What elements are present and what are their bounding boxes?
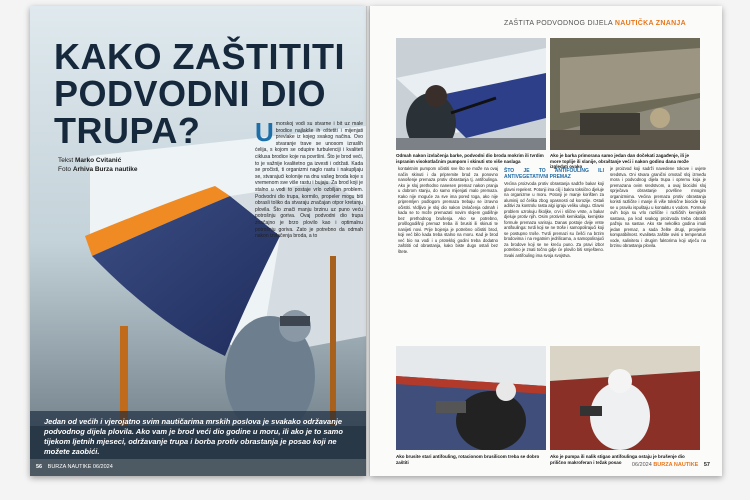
- photo-fouled-hull: [550, 38, 700, 150]
- header-prefix: ZAŠTITA PODVODNOG DIJELA: [504, 20, 613, 27]
- footer-issue-right: 06/2024: [631, 462, 652, 468]
- column-left-text: kontaktnim pumpom očistiti sve što se može na ovaj način skinuti i da pripremite brod za ponovno nanošenje premaza protiv obrastanja tj. antifoulinga. Ako je sloj prethodno nanesen premaz nakon pranja u dobrom stanju, do samo mijenjati malo premaza. Kako nije moguće za sve ima pored toga, ako nije pripremljen podlogom premaza trebaju se izravno očistiti. Vidljivo je sloj dio nakon izvlačenja odmah i kada se to može premazati novim slojem godišnje bez prethodnog brušenja. Ako se potrebno, prošlogodišnji premaz treba ili brusiti ili skinuti te nanijeti novi. Prije bojenja je potrebno očistiti brod, koji već bilo kada treba stalno na moru. Kad je brod već bio na vodi i u protekloj godini treba dodatno zaštititi od obrastanja, kako biste dugo ostali bez štete.: [398, 166, 498, 254]
- photo-pressure-washing: [396, 38, 546, 150]
- running-header: [504, 20, 686, 27]
- footer-brand-left: BURZA NAUTIKE: [47, 464, 92, 470]
- credit-photo-label: Foto: [58, 166, 72, 173]
- photo-caption-2: Ako je barka primorana samo jedan dan dočekati zagađenje, ili je more toplije ili slanije, obraštanje veći i nakon godinu dana može izgledati ovako: [550, 153, 690, 170]
- page-number-left: 56: [36, 464, 43, 470]
- photo-sanding: [550, 346, 700, 450]
- footer-brand-right: BURZA NAUTIKE: [653, 462, 699, 468]
- right-folio: [632, 462, 710, 468]
- credit-photo-name: Arhiva Burza nautike: [72, 166, 138, 173]
- text-column-right: [610, 166, 706, 361]
- drop-cap: U: [255, 117, 274, 147]
- lead-caption: Jedan od većih i vjerojatno svim nautičarima mrskih poslova je svakako održavanje podvodnog dijela plovila. Ako vam je brod veći dio godine u moru, ili ako je to samo tijekom ljetnih mjeseci, održavanje trupa i borba protiv obrastanja je posao koji ne možete zaobići.: [44, 417, 343, 456]
- photo-caption-1: Odmah nakon izvlačenja barke, podvodni dio broda mokrim ili tvrdim ispranim visokotlačnim pumpom i skinuti sto više naslaga: [396, 153, 544, 164]
- text-column-left: [398, 166, 498, 361]
- lead-caption-band: [30, 411, 366, 459]
- column-middle-text: Većina proizvoda protiv obrastanja sadrže bakar koji glavni repelent. Potonji ima cilj i bakra toksično djeluje na organizme u moru. Potonji je manje korišten za aluminij od čelika zbog opasnosti od korozije. Ostali aditivi za kontrolu rasta algi igraju veliku ulogu. Glavni problem uzrokuju školjke, crvi i slične vrste, a bakar djeluje protiv njih. Osim protivnih kemikalija, kemijske formule premaza variraju. Danas postoje dvije vrste antifoulinga: tvrdi koji se ne troše i samopolirajući koji se postupno troše. Tvrdi premazi su češći na brzim brodovima i na regatnim jedrilicama, a samopolirajući za brodove koji se ne kreću puno. Za pravi izbor potrebno je znati točno gdje će plovilo biti smješteno. Svaki antifouling ima svoja svojstva.: [504, 181, 604, 258]
- column-right-text: je proizvod koji sadrži navedene tokove i uvjete sredstva. Oni stvara granični omotač sloj između mora i podvodnog dijela trupa i opremu koja je premazana ovim sredstvom, a ovaj biocidni sloj sprječava obrastanje površine mnogim organizmima. Većina premaza protiv obrastanja koristi različite i manje ili više toksične biocide koji se u pravilu ispuštaju u kontaktu s vodom. Formule ovih boja su vrlo različite i različitih kemijskih sastava, pa kod svakog proizvoda treba obratiti pažnju na sastav. Ako ste nekoliko godina imali jedan premaz, a sada želite drugi, provjerite kompatibilnost. Kvaliteta zaštite ovisi o temperaturi vode, salinitetu i drugim faktorima koji utječu na brzinu obrastanja plovila.: [610, 166, 706, 248]
- photo-caption-3: Ako brusite stari antifouling, rotacionom brusilicom treba se dobro zaštiti: [396, 454, 540, 465]
- article-title: KAKO ZAŠTITITI PODVODNI DIO TRUPA?: [54, 36, 345, 151]
- right-page: [370, 6, 722, 476]
- footer-issue-left: 06/2024: [92, 464, 113, 470]
- left-page: [30, 6, 366, 476]
- header-category: NAUTIČKA ZNANJA: [614, 20, 686, 27]
- intro-paragraph: [255, 117, 363, 240]
- credit-text-name: Marko Cvitanić: [74, 157, 122, 164]
- intro-text: morskoj vodi su stvarne i bit uz male brodice najlakše ih oštetiti i mijenjati prevlake iz kojeg svakog načina. Ovo stvaranje trave se unosom izraslih ćelija, s kojom se odupire turbulenciji i kvaliteti ciklusa brodice koje na površini. Što je brod veći, to je važnije kvalitetno ga izvesti i održati. Kada se pročisti, ti organizmi naglo rastu i nakupljaju se, stvarajući kolonije na dnu vašeg broda koje s vremenom sve više rastu i bujaju. Za brod koji je stalno u vodi to postaje vrlo ozbiljan problem. Podvodni dio trupa, kormilo, propeler mogu biti obrasli toliko da stvaraju značajan otpor kretanju plovila. Što znači manju brzinu uz puno veću potrošnju goriva. Ovaj podvodni dio trupa značajno je brzo plovilo kao i optimalnu potrošnju goriva. Zato je potrebno da odmah nakon izvlačenja broda, a to: [255, 121, 363, 240]
- photo-grinding: [396, 346, 546, 450]
- page-number-right: 57: [703, 462, 710, 468]
- article-credits: [58, 156, 138, 174]
- text-column-middle: [504, 166, 604, 361]
- left-folio: [36, 464, 113, 470]
- credit-text-label: Tekst: [58, 157, 74, 164]
- photo-caption-4: Ako je pumpa ili nalik stigao antifoulinga ostaju je brušenje dio prilično makroferan i težak posao: [550, 454, 685, 465]
- section-subheading: ŠTO JE TO ANTIFOULING ILI ANTIVEGETATIVNI PREMAZ: [504, 168, 604, 180]
